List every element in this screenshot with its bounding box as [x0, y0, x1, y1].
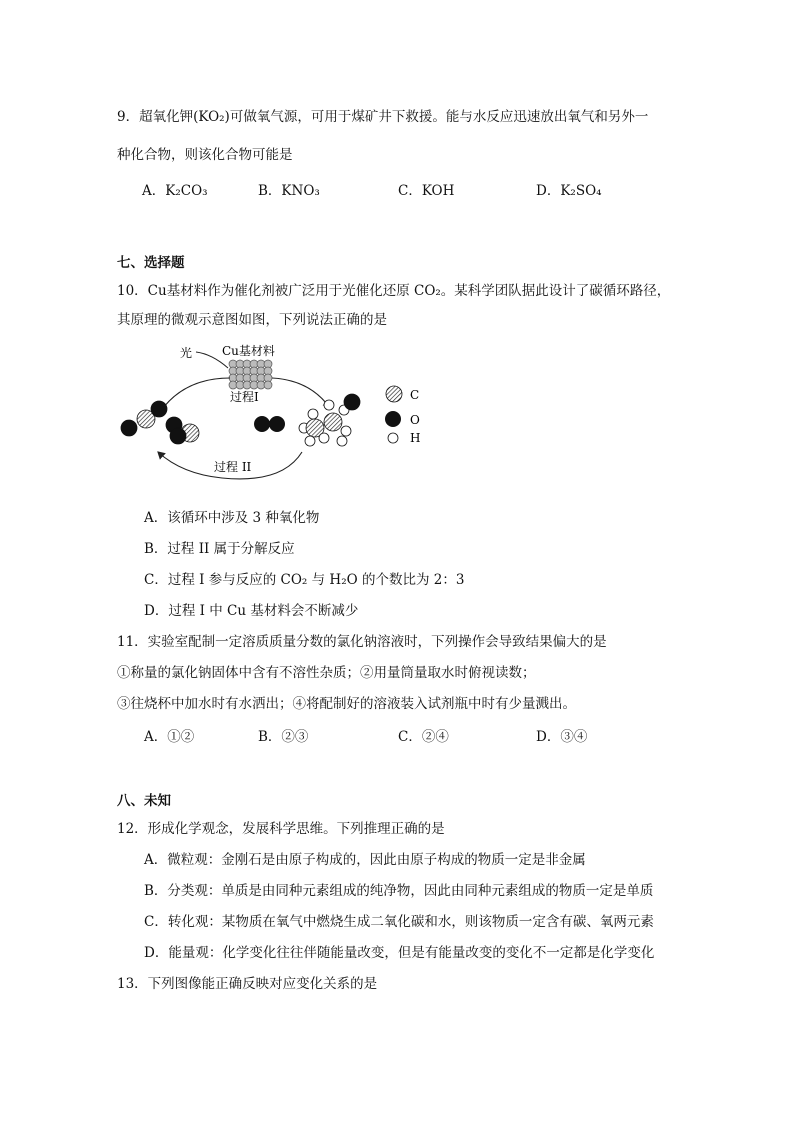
- q11-stem: 11．实验室配制一定溶质质量分数的氯化钠溶液时，下列操作会导致结果偏大的是: [117, 634, 607, 650]
- q12-option-c: C．转化观：某物质在氧气中燃烧生成二氧化碳和水，则该物质一定含有碳、氧两元素: [144, 914, 654, 930]
- q11-items-line2: ③往烧杯中加水时有水洒出；④将配制好的溶液装入试剂瓶中时有少量溅出。: [117, 696, 576, 712]
- q9-option-c: C．KOH: [398, 183, 455, 199]
- legend-hydrogen-icon: [388, 433, 398, 443]
- q10-option-b: B．过程 II 属于分解反应: [144, 541, 295, 557]
- light-label: 光: [180, 346, 193, 360]
- q10-stem-line1: 10．Cu基材料作为催化剂被广泛用于光催化还原 CO₂。某科学团队据此设计了碳循环路径，: [117, 283, 671, 299]
- legend-oxygen-icon: [385, 411, 401, 427]
- legend: [385, 386, 420, 445]
- q12-option-b: B．分类观：单质是由同种元素组成的纯净物，因此由同种元素组成的物质一定是单质: [144, 883, 654, 899]
- q11-option-a: A．①②: [144, 729, 195, 745]
- legend-c-label: C: [410, 388, 420, 402]
- carbon-cycle-diagram: [112, 338, 442, 480]
- q10-option-a: A．该循环中涉及 3 种氧化物: [144, 510, 320, 526]
- q12-stem: 12．形成化学观念，发展科学思维。下列推理正确的是: [117, 821, 445, 837]
- co2-molecules-left: [121, 401, 199, 444]
- q10-option-c: C．过程 I 参与反应的 CO₂ 与 H₂O 的个数比为 2：3: [144, 572, 465, 588]
- legend-o-label: O: [410, 413, 420, 427]
- cu-catalyst-icon: [229, 360, 272, 389]
- q11-option-b: B．②③: [258, 729, 309, 745]
- process1-label: 过程Ⅰ: [230, 390, 259, 404]
- q9-option-b: B．KNO₃: [258, 183, 320, 199]
- q10-stem-line2: 其原理的微观示意图如图，下列说法正确的是: [117, 312, 387, 328]
- q10-option-d: D．过程 I 中 Cu 基材料会不断减少: [144, 603, 359, 619]
- o2-molecule: [254, 416, 285, 432]
- catalyst-label: Cu基材料: [222, 344, 275, 358]
- q9-option-a: A．K₂CO₃: [142, 183, 208, 199]
- products-right: [299, 394, 360, 446]
- process2-label: 过程 II: [214, 460, 252, 474]
- q11-option-c: C．②④: [398, 729, 449, 745]
- q13-stem: 13．下列图像能正确反映对应变化关系的是: [117, 976, 378, 992]
- q11-option-d: D．③④: [536, 729, 588, 745]
- q11-items-line1: ①称量的氯化钠固体中含有不溶性杂质；②用量筒量取水时俯视读数；: [117, 665, 536, 681]
- section-title-8: 八、未知: [117, 793, 171, 809]
- q9-stem-line1: 9．超氧化钾(KO₂)可做氧气源，可用于煤矿井下救援。能与水反应迅速放出氧气和另外一: [117, 109, 649, 125]
- q9-option-d: D．K₂SO₄: [536, 183, 602, 199]
- section-title-7: 七、选择题: [117, 255, 185, 271]
- legend-h-label: H: [410, 431, 421, 445]
- q9-stem-line2: 种化合物，则该化合物可能是: [117, 147, 293, 163]
- q12-option-d: D．能量观：化学变化往往伴随能量改变，但是有能量改变的变化不一定都是化学变化: [144, 945, 655, 961]
- q12-option-a: A．微粒观：金刚石是由原子构成的，因此由原子构成的物质一定是非金属: [144, 852, 586, 868]
- legend-carbon-icon: [386, 386, 402, 402]
